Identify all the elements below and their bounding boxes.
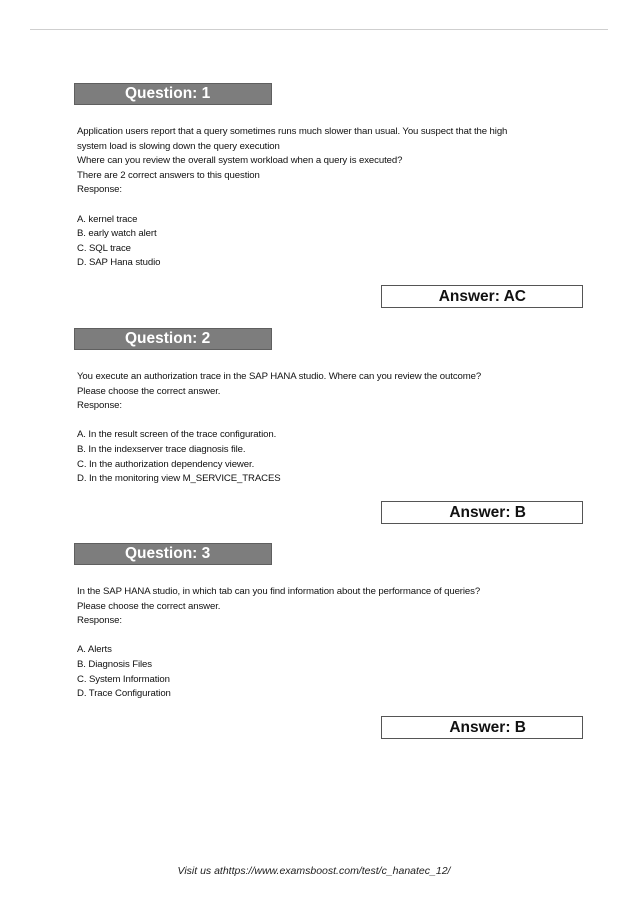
question-1-option-c: C. SQL trace: [77, 242, 131, 254]
question-2-text-line: You execute an authorization trace in the SAP HANA studio. Where can you review the outcome?: [77, 371, 482, 382]
question-3-option-c: C. System Information: [77, 673, 170, 685]
question-3-body: [77, 585, 597, 702]
question-1-header: Question: 1: [74, 83, 272, 105]
footer-visit-link[interactable]: Visit us athttps://www.examsboost.com/test/c_hanatec_12/: [177, 865, 451, 877]
question-2-option-d: D. In the monitoring view M_SERVICE_TRACES: [77, 473, 281, 485]
question-2-header: Question: 2: [74, 328, 272, 350]
question-1-body: [77, 125, 597, 271]
question-2-answer: Answer: B: [381, 501, 583, 524]
question-3-text-line: Please choose the correct answer.: [77, 600, 221, 612]
question-2-body: [77, 370, 597, 487]
question-2-text-line: Please choose the correct answer.: [77, 385, 221, 397]
question-1-text-line: Application users report that a query sometimes runs much slower than usual. You suspect that the high: [77, 126, 508, 137]
question-1-option-a: A. kernel trace: [77, 213, 138, 225]
question-3-option-b: B. Diagnosis Files: [77, 658, 152, 670]
question-1-text-line: system load is slowing down the query execution: [77, 140, 280, 152]
question-3-text-line: Response:: [77, 615, 122, 627]
question-1-text-line: Where can you review the overall system workload when a query is executed?: [77, 155, 403, 167]
question-3-option-a: A. Alerts: [77, 644, 112, 656]
question-1-option-d: D. SAP Hana studio: [77, 257, 161, 269]
question-1-text-line: There are 2 correct answers to this question: [77, 169, 260, 181]
question-2-text-line: Response:: [77, 400, 122, 412]
question-3-header: Question: 3: [74, 543, 272, 565]
question-3-answer: Answer: B: [381, 716, 583, 739]
question-2-option-c: C. In the authorization dependency viewer.: [77, 458, 255, 470]
question-3-text-line: In the SAP HANA studio, in which tab can you find information about the performance of queries?: [77, 586, 481, 597]
question-2-option-a: A. In the result screen of the trace configuration.: [77, 429, 277, 441]
question-3-option-d: D. Trace Configuration: [77, 688, 171, 700]
question-1-option-b: B. early watch alert: [77, 228, 157, 240]
question-2-option-b: B. In the indexserver trace diagnosis file.: [77, 443, 246, 455]
top-divider: [30, 29, 608, 30]
question-1-text-line: Response:: [77, 184, 122, 196]
question-1-answer: Answer: AC: [381, 285, 583, 308]
